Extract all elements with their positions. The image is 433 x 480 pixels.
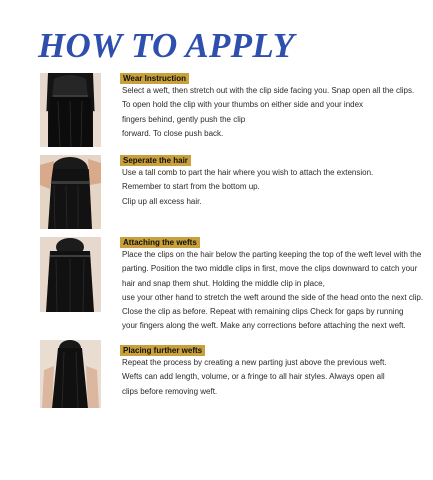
step-text-line: Select a weft, then stretch out with the clip side facing you. Snap open all the clips. [122, 86, 415, 95]
step-text-line: Place the clips on the hair below the parting keeping the top of the weft level with the [122, 250, 422, 259]
step-text-line: hair and snap them shut. Holding the middle clip in place, [122, 278, 325, 288]
step-heading: Placing further wefts [120, 345, 205, 356]
step-text-line: parting. Position the two middle clips in first, move the clips downward to catch your [122, 264, 418, 274]
step-text-line: Wefts can add length, volume, or a fringe to all hair styles. Always open all [122, 372, 385, 382]
step-text-line: Remember to start from the bottom up. [122, 182, 260, 192]
step-text-line: To open hold the clip with your thumbs on either side and your index [122, 100, 364, 110]
hair-finished-icon [40, 340, 101, 408]
step-heading: Attaching the wefts [120, 237, 200, 248]
page-title: HOW TO APPLY [38, 26, 295, 65]
step-text-line: Clip up all excess hair. [122, 196, 202, 206]
step-text-line: forward. To close push back. [122, 128, 224, 138]
step-text-line: fingers behind, gently push the clip [122, 114, 246, 124]
hair-clip-weft-icon [40, 237, 101, 312]
step-heading: Seperate the hair [120, 155, 191, 166]
step-text-line: use your other hand to stretch the weft around the side of the head onto the next clip. [122, 292, 424, 302]
step-text-line: Repeat the process by creating a new parting just above the previous weft. [122, 358, 387, 367]
step-text-line: Close the clip as before. Repeat with remaining clips Check for gaps by running [122, 307, 404, 317]
hair-weft-back-icon [40, 73, 101, 147]
hair-parting-icon [40, 155, 101, 229]
step-text-line: your fingers along the weft. Make any corrections before attaching the next weft. [122, 321, 406, 331]
step-text-line: clips before removing weft. [122, 386, 218, 396]
step-heading: Wear Instruction [120, 73, 189, 84]
step-text-line: Use a tall comb to part the hair where you wish to attach the extension. [122, 168, 374, 177]
